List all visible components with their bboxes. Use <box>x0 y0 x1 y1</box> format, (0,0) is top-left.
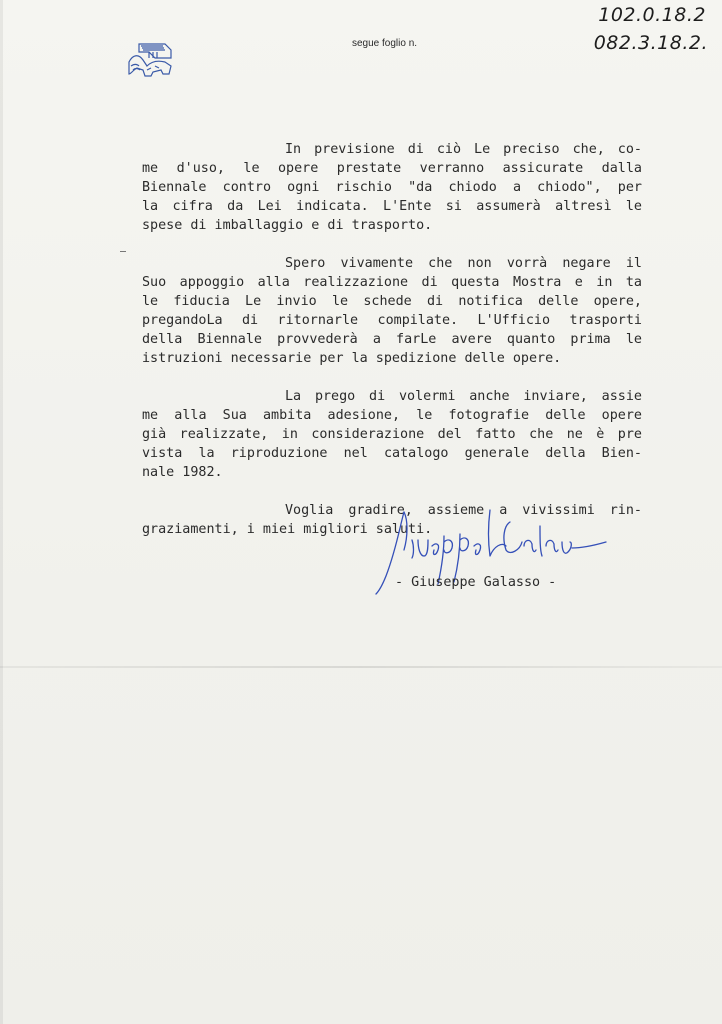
text-line: In previsione di ciò Le preciso che, co- <box>285 142 642 157</box>
margin-mark <box>120 251 126 252</box>
text-line: la cifra da Lei indicata. L'Ente si assumerà altresì le <box>142 199 642 214</box>
text-line: già realizzate, in considerazione del fatto che ne è pre <box>142 427 642 442</box>
paragraph <box>142 387 642 482</box>
text-line: Voglia gradire, assieme a vivissimi rin- <box>285 503 642 518</box>
text-line: vista la riproduzione nel catalogo generale della Bien- <box>142 446 642 461</box>
paper-fold-line <box>0 666 722 668</box>
continued-sheet-note: segue foglio n. <box>352 38 418 49</box>
archive-reference-number: 102.0.18.2 <box>598 4 706 26</box>
text-line: me alla Sua ambita adesione, le fotografie delle opere <box>142 408 642 423</box>
archive-reference-number: 082.3.18.2. <box>593 32 708 54</box>
text-line: istruzioni necessarie per la spedizione delle opere. <box>142 351 562 366</box>
text-line: La prego di volermi anche inviare, assie <box>285 389 642 404</box>
winged-lion-logo-icon <box>125 40 177 80</box>
text-line: graziamenti, i miei migliori saluti. <box>142 522 433 537</box>
text-line: Biennale contro ogni rischio "da chiodo a chiodo", per <box>142 180 642 195</box>
text-line: me d'uso, le opere prestate verranno assicurate dalla <box>142 161 642 176</box>
text-line: pregandoLa di ritornarle compilate. L'Ufficio trasporti <box>142 313 642 328</box>
letter-body <box>142 140 642 558</box>
text-line: della Biennale provvederà a farLe avere quanto prima le <box>142 332 642 347</box>
page-edge-shadow <box>0 0 3 1024</box>
paragraph <box>142 140 642 235</box>
paragraph <box>142 254 642 368</box>
text-line: le fiducia Le invio le schede di notifica delle opere, <box>142 294 642 309</box>
text-line: nale 1982. <box>142 465 223 480</box>
text-line: Suo appoggio alla realizzazione di questa Mostra e in ta <box>142 275 642 290</box>
text-line: spese di imballaggio e di trasporto. <box>142 218 433 233</box>
text-line: Spero vivamente che non vorrà negare il <box>285 256 642 271</box>
signer-name: - Giuseppe Galasso - <box>395 575 557 590</box>
